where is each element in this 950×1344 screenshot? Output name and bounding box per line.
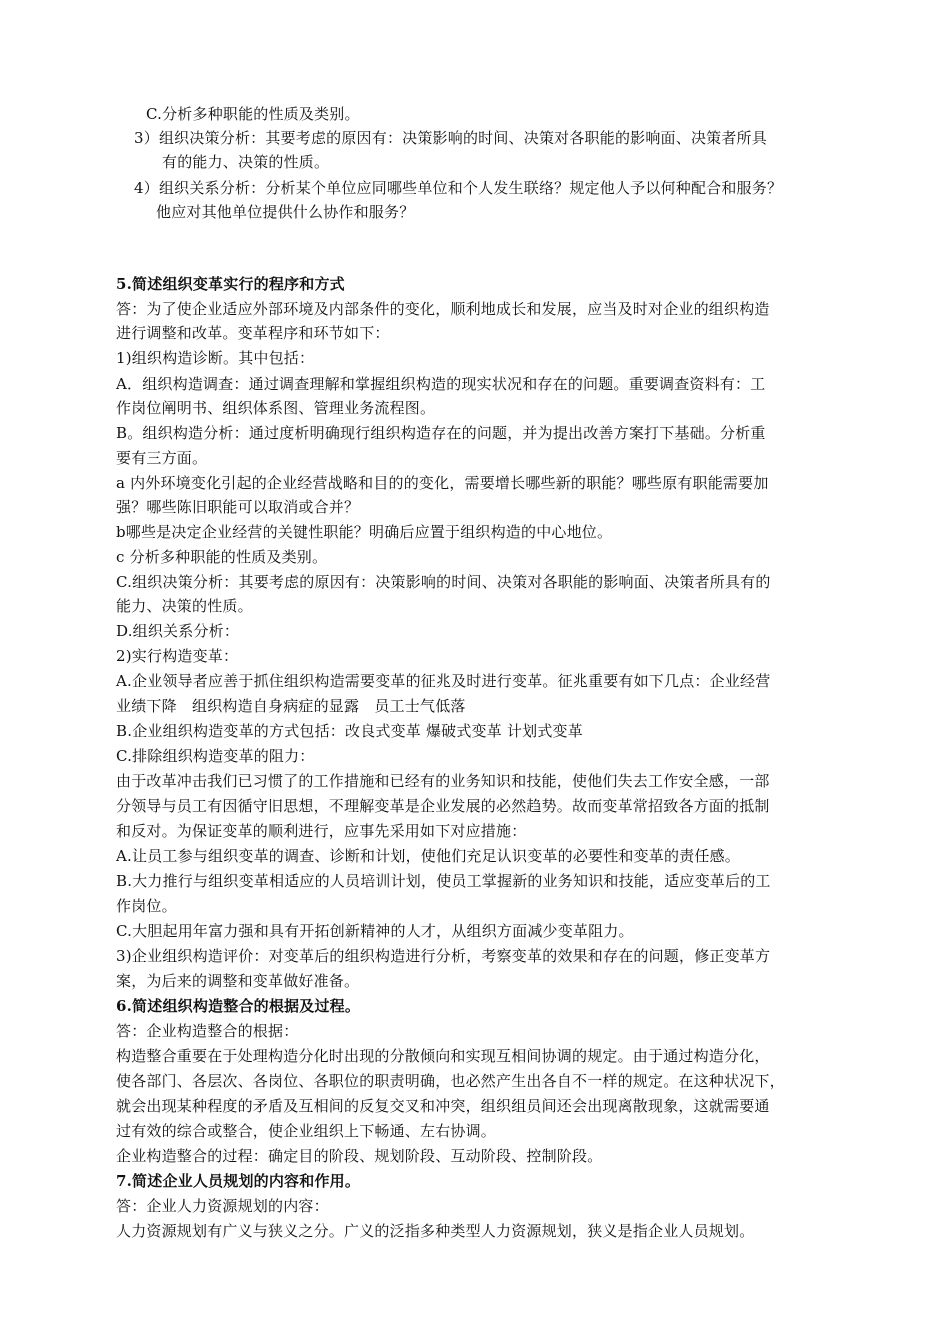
text-line: 他应对其他单位提供什么协作和服务？	[156, 203, 415, 221]
text-line: b哪些是决定企业经营的关键性职能？明确后应置于组织构造的中心地位。	[116, 523, 613, 541]
text-line: 企业构造整合的过程：确定目的阶段、规划阶段、互动阶段、控制阶段。	[116, 1147, 603, 1165]
text-line: C.大胆起用年富力强和具有开拓创新精神的人才，从组织方面减少变革阻力。	[116, 922, 634, 940]
text-line: 2)实行构造变革：	[116, 647, 239, 665]
text-line: 和反对。为保证变革的顺利进行，应事先采用如下对应措施：	[116, 822, 527, 840]
section-heading: 6.简述组织构造整合的根据及过程。	[116, 997, 361, 1015]
text-line: 1)组织构造诊断。其中包括：	[116, 349, 315, 367]
text-line: 作岗位阐明书、组织体系图、管理业务流程图。	[116, 399, 436, 417]
text-line: B.企业组织构造变革的方式包括：改良式变革 爆破式变革 计划式变革	[116, 722, 583, 740]
text-line: C.排除组织构造变革的阻力：	[116, 747, 315, 765]
text-line: 4）组织关系分析：分析某个单位应同哪些单位和个人发生联络？规定他人予以何种配合和服务？	[134, 179, 783, 197]
text-line: 强？哪些陈旧职能可以取消或合并？	[116, 498, 360, 516]
text-line: 要有三方面。	[116, 449, 208, 467]
text-line: c 分析多种职能的性质及类别。	[116, 548, 328, 566]
text-line: C.组织决策分析：其要考虑的原因有：决策影响的时间、决策对各职能的影响面、决策者所具有的	[116, 573, 771, 591]
text-line: 作岗位。	[116, 897, 177, 915]
text-line: A．组织构造调查：通过调查理解和掌握组织构造的现实状况和存在的问题。重要调查资料有：工	[116, 375, 766, 393]
text-line: 3）组织决策分析：其要考虑的原因有：决策影响的时间、决策对各职能的影响面、决策者所具	[134, 129, 767, 147]
text-line: 就会出现某种程度的矛盾及互相间的反复交叉和冲突，组织组员间还会出现离散现象，这就需要通	[116, 1097, 770, 1115]
section-heading: 5.简述组织变革实行的程序和方式	[116, 275, 345, 293]
text-line: 构造整合重要在于处理构造分化时出现的分散倾向和实现互相间协调的规定。由于通过构造分化，	[116, 1047, 770, 1065]
text-line: 能力、决策的性质。	[116, 597, 253, 615]
text-line: 案，为后来的调整和变革做好准备。	[116, 972, 360, 990]
text-line: C.分析多种职能的性质及类别。	[146, 105, 360, 123]
text-line: A.让员工参与组织变革的调查、诊断和计划，使他们充足认识变革的必要性和变革的责任感。	[116, 847, 741, 865]
text-line: 3)企业组织构造评价：对变革后的组织构造进行分析，考察变革的效果和存在的问题，修正变革方	[116, 947, 771, 965]
text-line: a 内外环境变化引起的企业经营战略和目的的变化，需要增长哪些新的职能？哪些原有职能需要加	[116, 474, 769, 492]
text-line: 答：企业人力资源规划的内容：	[116, 1197, 329, 1215]
text-line: B。组织构造分析：通过度析明确现行组织构造存在的问题，并为提出改善方案打下基础。分析重	[116, 424, 766, 442]
text-line: 过有效的综合或整合，使企业组织上下畅通、左右协调。	[116, 1122, 497, 1140]
text-line: 业绩下降 组织构造自身病症的显露 员工士气低落	[116, 697, 466, 715]
text-line: 答：企业构造整合的根据：	[116, 1022, 299, 1040]
section-heading: 7.简述企业人员规划的内容和作用。	[116, 1172, 361, 1190]
text-line: 分领导与员工有因循守旧思想，不理解变革是企业发展的必然趋势。故而变革常招致各方面的抵制	[116, 797, 770, 815]
text-line: 进行调整和改革。变革程序和环节如下：	[116, 324, 390, 342]
text-line: B.大力推行与组织变革相适应的人员培训计划，使员工掌握新的业务知识和技能，适应变革后的工	[116, 872, 771, 890]
text-line: 由于改革冲击我们已习惯了的工作措施和已经有的业务知识和技能，使他们失去工作安全感，一部	[116, 772, 770, 790]
text-line: 答：为了使企业适应外部环境及内部条件的变化，顺利地成长和发展，应当及时对企业的组织构造	[116, 300, 770, 318]
text-line: D.组织关系分析：	[116, 622, 240, 640]
text-line: 使各部门、各层次、各岗位、各职位的职责明确，也必然产生出各自不一样的规定。在这种状况下，	[116, 1072, 785, 1090]
text-line: 人力资源规划有广义与狭义之分。广义的泛指多种类型人力资源规划，狭义是指企业人员规划。	[116, 1222, 755, 1240]
text-line: 有的能力、决策的性质。	[162, 153, 330, 171]
text-line: A.企业领导者应善于抓住组织构造需要变革的征兆及时进行变革。征兆重要有如下几点：企业经营	[116, 672, 771, 690]
